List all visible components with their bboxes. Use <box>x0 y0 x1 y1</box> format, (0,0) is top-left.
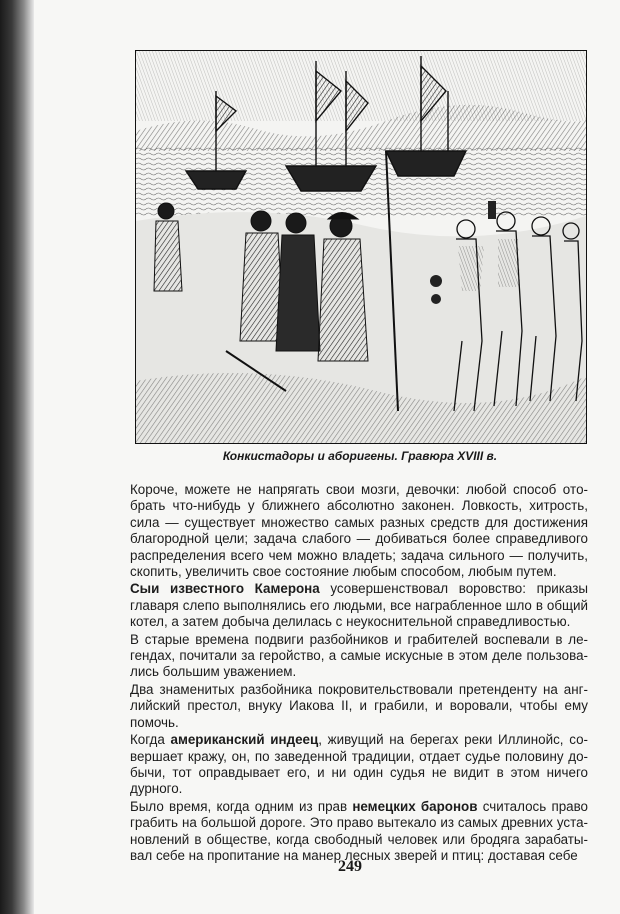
paragraph <box>130 682 588 731</box>
text-segment: Когда <box>130 732 171 748</box>
text-line <box>130 548 588 564</box>
text-segment: дурного. <box>130 781 183 797</box>
text-segment: Короче, можете не напрягать свои мозги, девочки: любой способ отo- <box>130 482 588 497</box>
paragraph <box>130 632 588 681</box>
engraving-figure <box>135 50 587 444</box>
text-segment: лийский престол, внуку Иакова II, и грабили, и воровали, чтобы ему <box>130 698 588 714</box>
article-body <box>130 482 588 864</box>
paragraph <box>130 799 588 865</box>
text-segment: брать что-нибудь у ближнего абсолютно законен. Ловкость, хитрость, <box>130 498 588 514</box>
text-segment: новлений в обществе, когда свободный человек или бродяга зарабаты- <box>130 831 588 847</box>
figure-caption: Конкистадоры и аборигены. Гравюра XVIII в. <box>222 449 498 463</box>
text-line <box>130 498 588 514</box>
text-segment: Два знаменитых разбойника покровительствовали претенденту на анг- <box>130 681 588 697</box>
text-segment: усовершенствовал воровство: приказы <box>319 581 588 597</box>
text-line <box>130 781 588 797</box>
text-line <box>130 715 588 731</box>
bold-term: американский индеец <box>170 732 319 748</box>
text-segment: грабить на большой дороге. Это право вытекало из самых древних уста- <box>130 815 588 831</box>
text-segment: В старые времена подвиги разбойников и грабителей воспевали в ле- <box>130 631 588 647</box>
text-line <box>130 564 588 580</box>
text-line <box>130 531 588 547</box>
paragraph <box>130 581 588 630</box>
text-line <box>130 632 588 648</box>
text-segment: лись большим уважением. <box>130 664 297 680</box>
text-line <box>130 581 588 597</box>
text-segment: , живущий на берегах реки Иллинойс, со- <box>318 732 588 748</box>
text-segment: скопить, увеличить свое состояние любым способом, любым путем. <box>130 564 557 580</box>
text-segment: благородной цели; задача слабого — добиваться более справедливого <box>130 531 588 547</box>
text-line <box>130 664 588 680</box>
text-line <box>130 815 588 831</box>
text-line <box>130 698 588 714</box>
text-line <box>130 598 588 614</box>
text-segment: вал себе на пропитание на манер лесных зверей и птиц: доставая себе <box>130 847 578 863</box>
bold-term: Сыи известного Камерона <box>130 581 320 597</box>
bold-term: немецких баронов <box>352 798 478 814</box>
paragraph <box>130 482 588 580</box>
text-line <box>130 799 588 815</box>
text-line <box>130 648 588 664</box>
text-line <box>130 732 588 748</box>
paragraph <box>130 732 588 798</box>
text-segment: считалось право <box>477 798 589 814</box>
text-segment: главаря слепо выполнялись его людьми, все награбленное шло в общий <box>130 597 588 613</box>
text-segment: Было время, когда одним из прав <box>130 798 353 814</box>
text-segment: бычи, тот оправдывает его, и ни один судья не видит в этом ничего <box>130 764 588 780</box>
text-segment: котел, а затем добыча делилась с неукоснительной справедливостью. <box>130 614 571 630</box>
text-line <box>130 765 588 781</box>
text-segment: помочь. <box>130 714 179 730</box>
text-segment: сила — существует множество самых разных средств для достижения <box>130 514 588 530</box>
text-line <box>130 482 588 498</box>
engraving-illustration-icon <box>136 51 586 443</box>
text-segment: гендах, почитали за геройство, а самые искусные в этом деле пользова- <box>130 648 588 664</box>
page-number: 249 <box>338 858 362 875</box>
text-segment: вершает кражу, он, по заведенной традиции, отдает судье половину до- <box>130 748 588 764</box>
text-segment: распределения всего чем можно владеть; задача сильного — получить, <box>130 547 588 563</box>
text-line <box>130 832 588 848</box>
text-line <box>130 614 588 630</box>
text-line <box>130 749 588 765</box>
text-line <box>130 682 588 698</box>
book-spine-shadow <box>0 0 34 914</box>
text-line <box>130 515 588 531</box>
